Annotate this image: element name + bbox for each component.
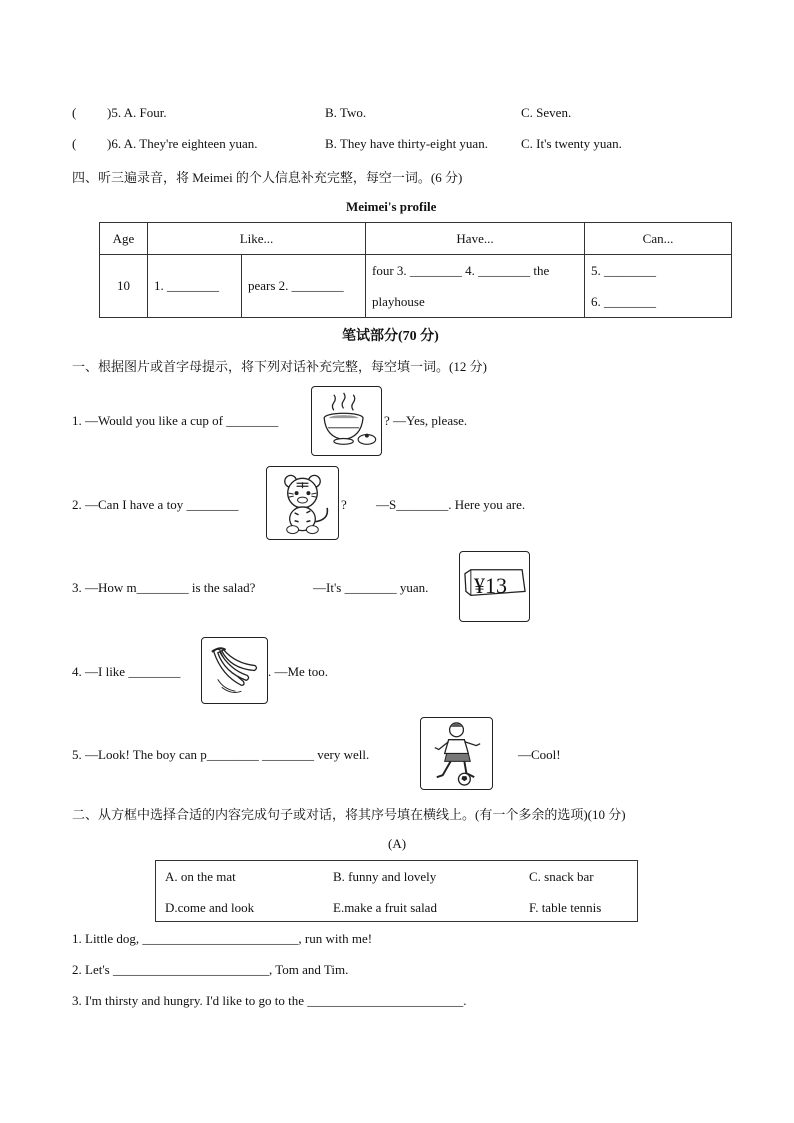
p1-q3-answer: —It's ________ yuan. — [313, 580, 429, 595]
q6-option-a: )6. A. They're eighteen yuan. — [107, 136, 258, 151]
header-can: Can... — [585, 223, 732, 255]
p1-q5-answer: —Cool! — [518, 747, 561, 762]
like-blank-1[interactable]: 1. ________ — [148, 255, 242, 318]
q5-option-c: C. Seven. — [521, 105, 572, 120]
option-f: F. table tennis — [529, 900, 602, 915]
p1-q1-answer: ? —Yes, please. — [384, 413, 468, 428]
tiger-picture — [266, 466, 339, 540]
bananas-picture — [201, 637, 268, 704]
q5-option-a: )5. A. Four. — [107, 105, 167, 120]
p1-q5-text: 5. —Look! The boy can p________ ________ very well. — [72, 747, 370, 762]
can-blank-5: 5. ________ — [591, 263, 657, 278]
options-box — [155, 860, 638, 922]
soup-bowl-picture — [311, 386, 382, 456]
q5-paren: ( — [72, 105, 77, 120]
football-player-icon — [421, 718, 492, 789]
option-b: B. funny and lovely — [333, 869, 437, 884]
q6-paren: ( — [72, 136, 77, 151]
have-line-2: playhouse — [372, 294, 425, 309]
part2-sentence-1[interactable]: 1. Little dog, ________________________, run with me! — [72, 931, 373, 946]
section4-heading: 四、听三遍录音，将 Meimei 的个人信息补充完整，每空一词。(6 分) — [72, 170, 463, 185]
like-blank-2[interactable]: pears 2. ________ — [242, 255, 366, 318]
p1-q3-text: 3. —How m________ is the salad? — [72, 580, 256, 595]
option-a: A. on the mat — [165, 869, 236, 884]
part1-heading: 一、根据图片或首字母提示，将下列对话补充完整，每空填一词。(12 分) — [72, 359, 487, 374]
header-have: Have... — [366, 223, 585, 255]
q6-option-c: C. It's twenty yuan. — [521, 136, 622, 151]
p1-q2-answer: —S________. Here you are. — [376, 497, 526, 512]
can-blank-6: 6. ________ — [591, 294, 657, 309]
part2-heading: 二、从方框中选择合适的内容完成句子或对话，将其序号填在横线上。(有一个多余的选项)(10 分) — [72, 807, 626, 822]
p1-q2-mark: ? — [341, 497, 347, 512]
p1-q4-answer: . —Me too. — [268, 664, 328, 679]
soup-bowl-icon — [312, 387, 381, 455]
header-like: Like... — [148, 223, 366, 255]
option-c: C. snack bar — [529, 869, 594, 884]
can-cell[interactable] — [585, 255, 732, 318]
profile-table — [99, 222, 732, 318]
football-boy-picture — [420, 717, 493, 790]
have-line-1: four 3. ________ 4. ________ the — [372, 263, 550, 278]
q6-option-b: B. They have thirty-eight yuan. — [325, 136, 488, 151]
price-tag-picture — [459, 551, 530, 622]
option-e: E.make a fruit salad — [333, 900, 437, 915]
p1-q2-text: 2. —Can I have a toy ________ — [72, 497, 239, 512]
part2-sentence-2[interactable]: 2. Let's ________________________, Tom and Tim. — [72, 962, 349, 977]
written-section-title: 笔试部分(70 分) — [342, 329, 439, 344]
profile-table-title: Meimei's profile — [346, 199, 437, 214]
q5-option-b: B. Two. — [325, 105, 367, 120]
part2-sub-label: (A) — [388, 836, 407, 851]
have-cell[interactable] — [366, 255, 585, 318]
part2-sentence-3[interactable]: 3. I'm thirsty and hungry. I'd like to go to the ________________________. — [72, 993, 467, 1008]
p1-q4-text: 4. —I like ________ — [72, 664, 181, 679]
header-age: Age — [100, 223, 148, 255]
age-value: 10 — [100, 255, 148, 318]
bananas-icon — [202, 638, 267, 703]
price-label: ¥13 — [474, 573, 507, 598]
tiger-icon — [267, 467, 338, 539]
option-d: D.come and look — [165, 900, 255, 915]
p1-q1-text: 1. —Would you like a cup of ________ — [72, 413, 279, 428]
